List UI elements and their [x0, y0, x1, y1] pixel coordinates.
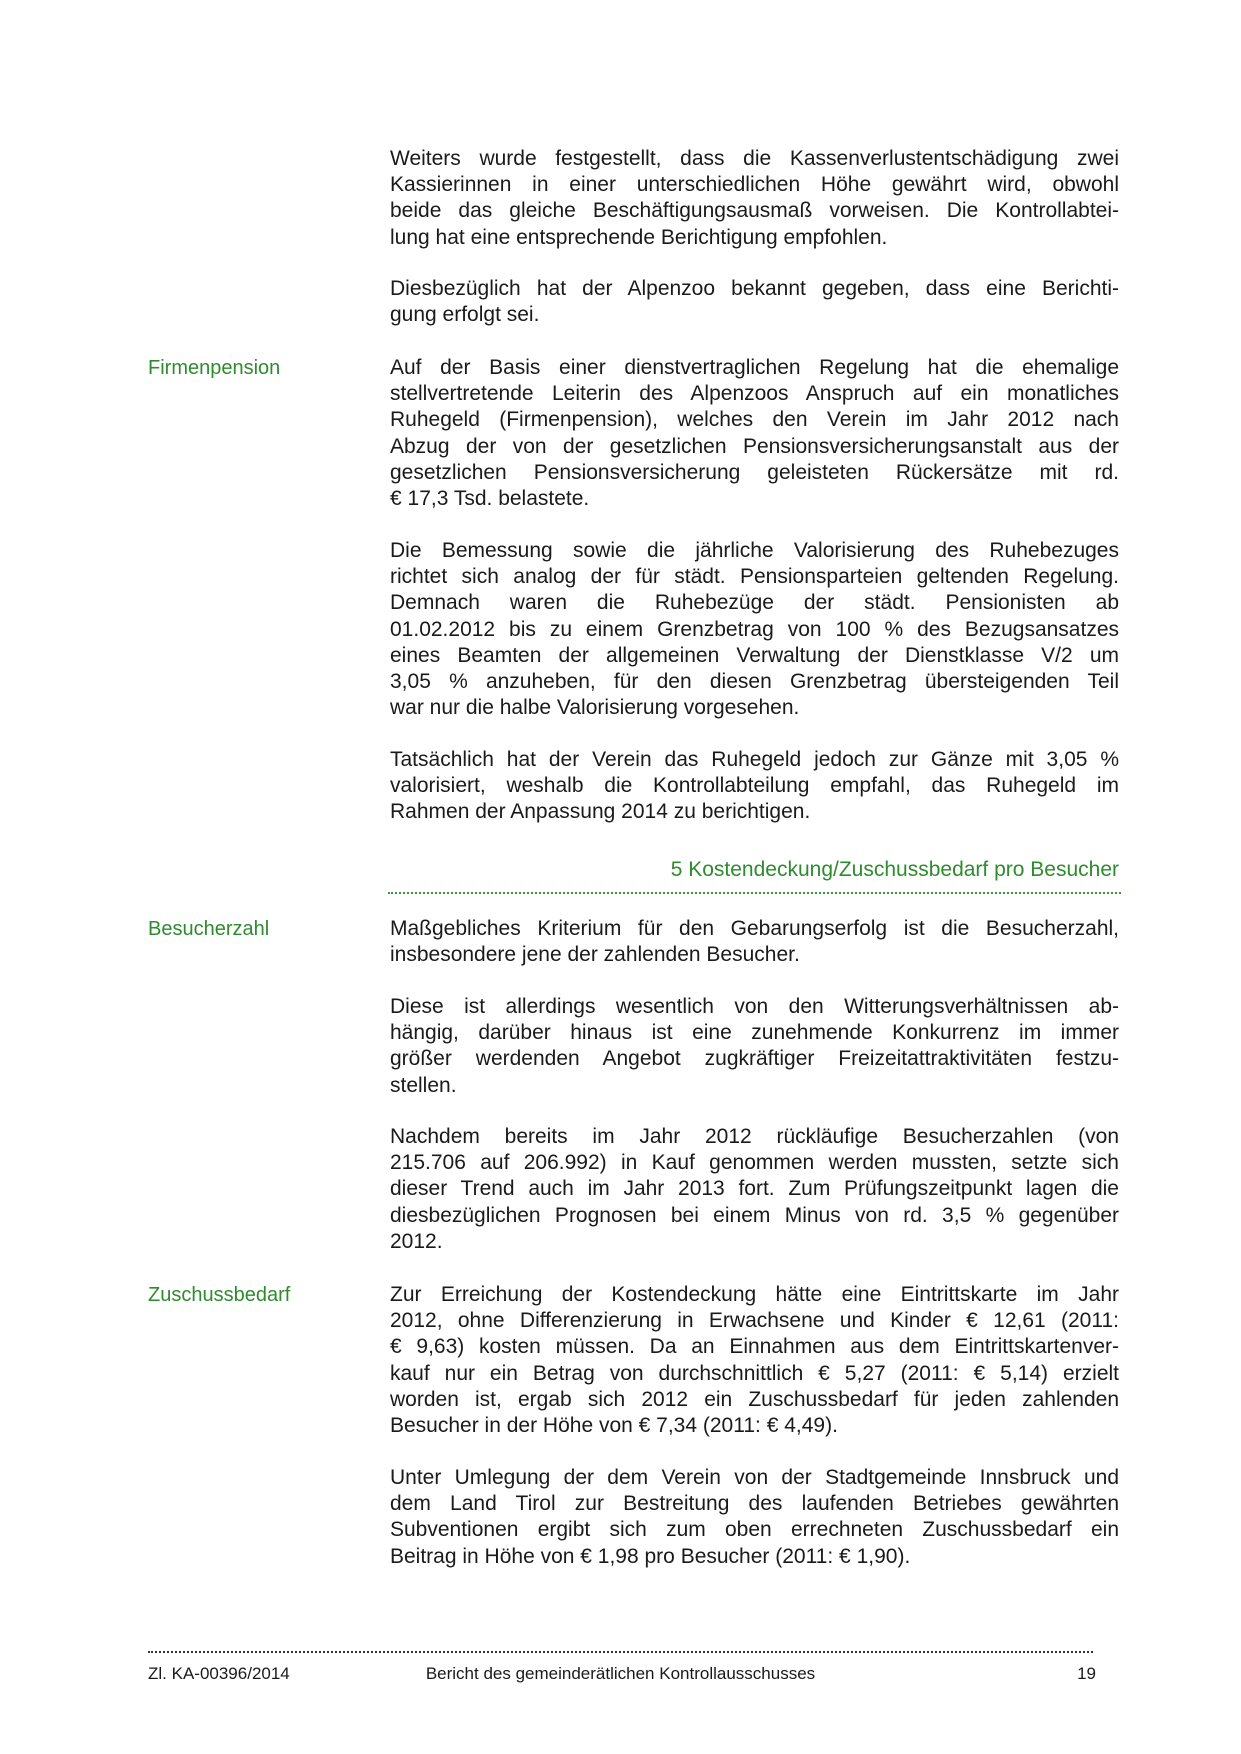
text-line: € 9,63) kosten müssen. Da an Einnahmen aus dem Eintrittskartenver-	[390, 1335, 1119, 1359]
text-line: Abzug der von der gesetzlichen Pensionsversicherungsanstalt aus der	[390, 434, 1119, 458]
text-line: Auf der Basis einer dienstvertraglichen Regelung hat die ehemalige	[390, 356, 1119, 379]
text-line: Subventionen ergibt sich zum oben errechneten Zuschussbedarf ein	[390, 1518, 1119, 1542]
side-label-firmenpension: Firmenpension	[148, 357, 281, 379]
text-line: Zur Erreichung der Kostendeckung hätte eine Eintrittskarte im Jahr	[390, 1283, 1119, 1306]
section-heading: 5 Kostendeckung/Zuschussbedarf pro Besucher	[670, 858, 1119, 881]
text-line: gesetzlichen Pensionsversicherung geleisteten Rückersätze mit rd.	[390, 460, 1119, 484]
paragraph-berichtigung	[390, 276, 1119, 328]
text-line: Besucher in der Höhe von € 7,34 (2011: € 4,49).	[390, 1414, 838, 1438]
text-line: war nur die halbe Valorisierung vorgesehen.	[390, 696, 800, 720]
text-line: Unter Umlegung der dem Verein von der Stadtgemeinde Innsbruck und	[390, 1466, 1119, 1489]
text-line: Diesbezüglich hat der Alpenzoo bekannt gegeben, dass eine Berichti-	[390, 277, 1119, 300]
text-line: Weiters wurde festgestellt, dass die Kassenverlustentschädigung zwei	[390, 147, 1119, 170]
text-line: valorisiert, weshalb die Kontrollabteilung empfahl, das Ruhegeld im	[390, 774, 1119, 798]
paragraph-valorisierung	[390, 747, 1119, 826]
text-line: 215.706 auf 206.992) in Kauf genommen werden mussten, setzte sich	[390, 1151, 1119, 1175]
text-line: eines Beamten der allgemeinen Verwaltung der Dienstklasse V/2 um	[390, 643, 1119, 667]
text-line: Demnach waren die Ruhebezüge der städt. Pensionisten ab	[390, 591, 1119, 615]
text-line: dieser Trend auch im Jahr 2013 fort. Zum Prüfungszeitpunkt lagen die	[390, 1177, 1119, 1201]
text-line: Diese ist allerdings wesentlich von den Witterungsverhältnissen ab-	[390, 995, 1119, 1018]
footer-reference: Zl. KA-00396/2014	[148, 1664, 290, 1683]
text-line: kauf nur ein Betrag von durchschnittlich € 5,27 (2011: € 5,14) erzielt	[390, 1361, 1119, 1385]
text-line: 01.02.2012 bis zu einem Grenzbetrag von 100 % des Bezugsansatzes	[390, 617, 1119, 641]
side-label-besucherzahl: Besucherzahl	[148, 918, 270, 940]
text-line: 2012.	[390, 1229, 443, 1253]
text-line: worden ist, ergab sich 2012 ein Zuschussbedarf für jeden zahlenden	[390, 1387, 1119, 1411]
paragraph-kostendeckung	[390, 1282, 1119, 1439]
text-line: gung erfolgt sei.	[390, 303, 540, 327]
text-line: Maßgebliches Kriterium für den Gebarungserfolg ist die Besucherzahl,	[390, 917, 1119, 940]
section-divider	[388, 892, 1121, 894]
paragraph-bemessung	[390, 538, 1119, 721]
text-line: Rahmen der Anpassung 2014 zu berichtigen.	[390, 800, 811, 824]
paragraph-subventionen	[390, 1465, 1119, 1570]
text-line: Nachdem bereits im Jahr 2012 rückläufige Besucherzahlen (von	[390, 1125, 1119, 1148]
text-line: Die Bemessung sowie die jährliche Valorisierung des Ruhebezuges	[390, 539, 1119, 562]
text-line: größer werdenden Angebot zugkräftiger Freizeitattraktivitäten festzu-	[390, 1047, 1119, 1071]
text-line: Beitrag in Höhe von € 1,98 pro Besucher (2011: € 1,90).	[390, 1544, 911, 1568]
paragraph-kassenverlust	[390, 146, 1119, 251]
text-line: dem Land Tirol zur Bestreitung des laufenden Betriebes gewährten	[390, 1492, 1119, 1516]
text-line: Kassierinnen in einer unterschiedlichen Höhe gewährt wird, obwohl	[390, 173, 1119, 197]
text-line: 2012, ohne Differenzierung in Erwachsene und Kinder € 12,61 (2011:	[390, 1309, 1119, 1333]
paragraph-kriterium	[390, 916, 1119, 968]
text-line: richtet sich analog der für städt. Pensionsparteien geltenden Regelung.	[390, 565, 1119, 589]
text-line: beide das gleiche Beschäftigungsausmaß vorweisen. Die Kontrollabtei-	[390, 199, 1119, 223]
text-line: hängig, darüber hinaus ist eine zunehmende Konkurrenz im immer	[390, 1021, 1119, 1045]
text-line: stellen.	[390, 1073, 457, 1097]
text-line: Tatsächlich hat der Verein das Ruhegeld jedoch zur Gänze mit 3,05 %	[390, 748, 1119, 771]
footer-divider	[148, 1651, 1093, 1653]
text-line: insbesondere jene der zahlenden Besucher.	[390, 943, 800, 967]
paragraph-witterung	[390, 994, 1119, 1099]
text-line: diesbezüglichen Prognosen bei einem Minus von rd. 3,5 % gegenüber	[390, 1203, 1119, 1227]
text-line: 3,05 % anzuheben, für den diesen Grenzbetrag übersteigenden Teil	[390, 670, 1119, 694]
text-line: stellvertretende Leiterin des Alpenzoos Anspruch auf ein monatliches	[390, 382, 1119, 406]
page-number: 19	[1077, 1664, 1096, 1683]
footer-title: Bericht des gemeinderätlichen Kontrollausschusses	[425, 1664, 816, 1683]
paragraph-firmenpension	[390, 355, 1119, 512]
text-line: Ruhegeld (Firmenpension), welches den Verein im Jahr 2012 nach	[390, 408, 1119, 432]
text-line: € 17,3 Tsd. belastete.	[390, 487, 590, 511]
paragraph-besucherzahlen	[390, 1124, 1119, 1255]
text-line: lung hat eine entsprechende Berichtigung empfohlen.	[390, 225, 888, 249]
side-label-zuschussbedarf: Zuschussbedarf	[148, 1284, 291, 1306]
